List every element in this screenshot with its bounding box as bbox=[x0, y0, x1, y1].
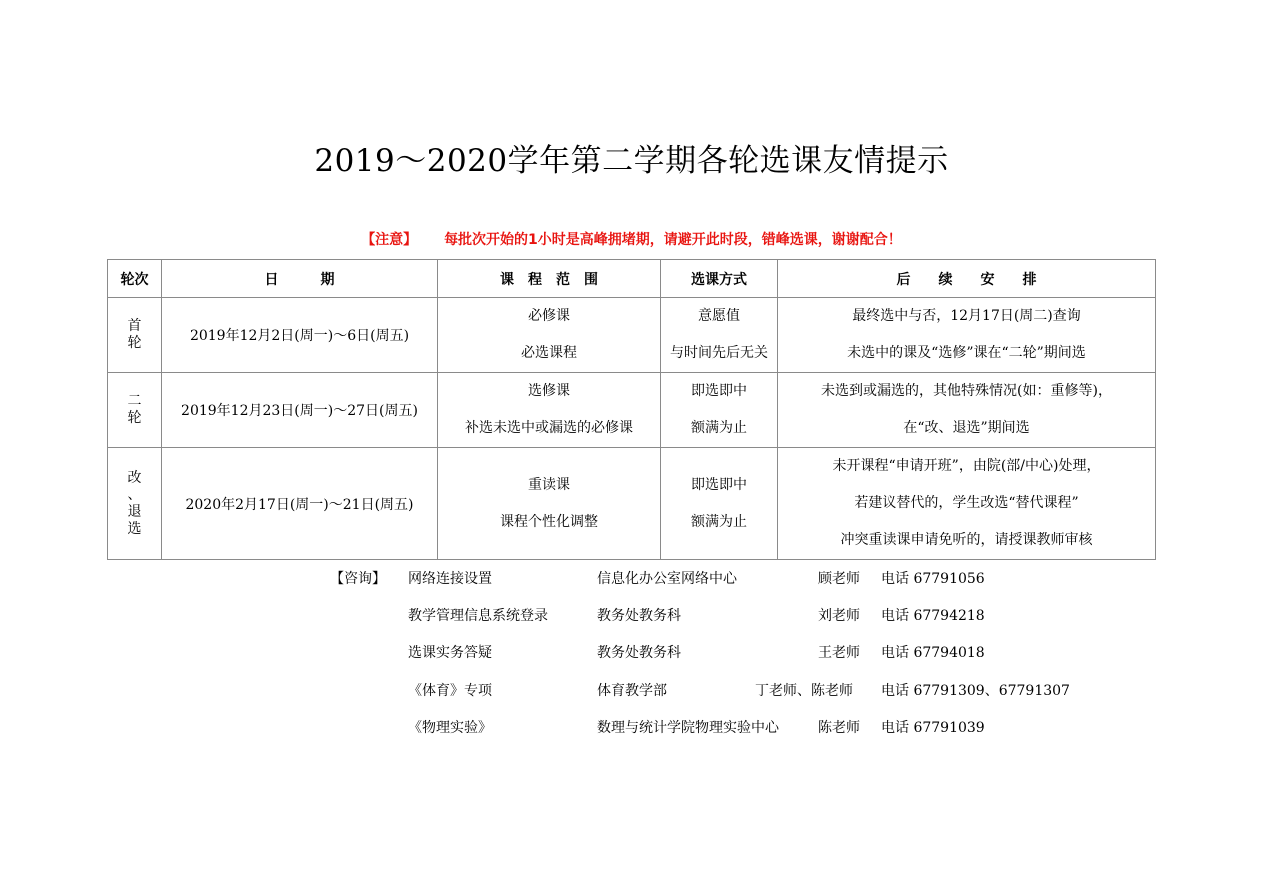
date-cell: 2019年12月2日(周一)～6日(周五) bbox=[162, 298, 438, 373]
table-row bbox=[108, 373, 1156, 448]
consult-phone: 电话 67791309、67791307 bbox=[881, 683, 1070, 699]
header-scope: 课 程 范 围 bbox=[438, 260, 661, 298]
method-cell: 意愿值 与时间先后无关 bbox=[661, 298, 778, 373]
round-cell: 二 轮 bbox=[108, 373, 162, 448]
consult-label: 【咨询】 bbox=[330, 571, 386, 587]
followup-cell: 未选到或漏选的，其他特殊情况(如：重修等)， 在“改、退选”期间选 bbox=[778, 373, 1156, 448]
consult-phone: 电话 67791039 bbox=[881, 720, 985, 736]
followup-cell: 最终选中与否，12月17日(周二)查询 未选中的课及“选修”课在“二轮”期间选 bbox=[778, 298, 1156, 373]
notice-tag: 【注意】 bbox=[361, 232, 418, 248]
consult-contact: 陈老师 bbox=[818, 720, 860, 736]
consult-phone: 电话 67794218 bbox=[881, 608, 985, 624]
scope-cell: 必修课 必选课程 bbox=[438, 298, 661, 373]
scope-cell: 选修课 补选未选中或漏选的必修课 bbox=[438, 373, 661, 448]
consult-section bbox=[0, 561, 1263, 751]
followup-cell: 未开课程“申请开班”，由院(部/中心)处理， 若建议替代的，学生改选“替代课程” 冲突重读课申请免听的，请授课教师审核 bbox=[778, 448, 1156, 560]
table-row bbox=[108, 448, 1156, 560]
consult-contact: 王老师 bbox=[818, 645, 860, 661]
consult-contact: 顾老师 bbox=[818, 571, 860, 587]
header-date: 日 期 bbox=[162, 260, 438, 298]
schedule-table bbox=[107, 259, 1156, 560]
method-cell: 即选即中 额满为止 bbox=[661, 448, 778, 560]
table-header-row bbox=[108, 260, 1156, 298]
consult-dept: 教务处教务科 bbox=[597, 608, 681, 624]
header-followup: 后 续 安 排 bbox=[778, 260, 1156, 298]
consult-dept: 体育教学部 bbox=[597, 683, 667, 699]
consult-item: 网络连接设置 bbox=[408, 571, 492, 587]
notice-text: 每批次开始的1小时是高峰拥堵期，请避开此时段，错峰选课，谢谢配合！ bbox=[444, 232, 902, 248]
date-cell: 2020年2月17日(周一)～21日(周五) bbox=[162, 448, 438, 560]
header-round: 轮次 bbox=[108, 260, 162, 298]
consult-item: 《体育》专项 bbox=[408, 683, 492, 699]
header-method: 选课方式 bbox=[661, 260, 778, 298]
consult-contact: 丁老师、陈老师 bbox=[755, 683, 853, 699]
page-title: 2019～2020学年第二学期各轮选课友情提示 bbox=[314, 143, 949, 179]
consult-dept: 数理与统计学院物理实验中心 bbox=[597, 720, 779, 736]
consult-contact: 刘老师 bbox=[818, 608, 860, 624]
date-cell: 2019年12月23日(周一)～27日(周五) bbox=[162, 373, 438, 448]
round-cell: 首 轮 bbox=[108, 298, 162, 373]
consult-item: 选课实务答疑 bbox=[408, 645, 492, 661]
consult-phone: 电话 67794018 bbox=[881, 645, 985, 661]
notice-banner bbox=[0, 230, 1263, 250]
scope-cell: 重读课 课程个性化调整 bbox=[438, 448, 661, 560]
table-row bbox=[108, 298, 1156, 373]
method-cell: 即选即中 额满为止 bbox=[661, 373, 778, 448]
consult-item: 《物理实验》 bbox=[408, 720, 492, 736]
consult-phone: 电话 67791056 bbox=[881, 571, 985, 587]
round-cell: 改 、 退 选 bbox=[108, 448, 162, 560]
consult-item: 教学管理信息系统登录 bbox=[408, 608, 548, 624]
consult-dept: 信息化办公室网络中心 bbox=[597, 571, 737, 587]
consult-dept: 教务处教务科 bbox=[597, 645, 681, 661]
